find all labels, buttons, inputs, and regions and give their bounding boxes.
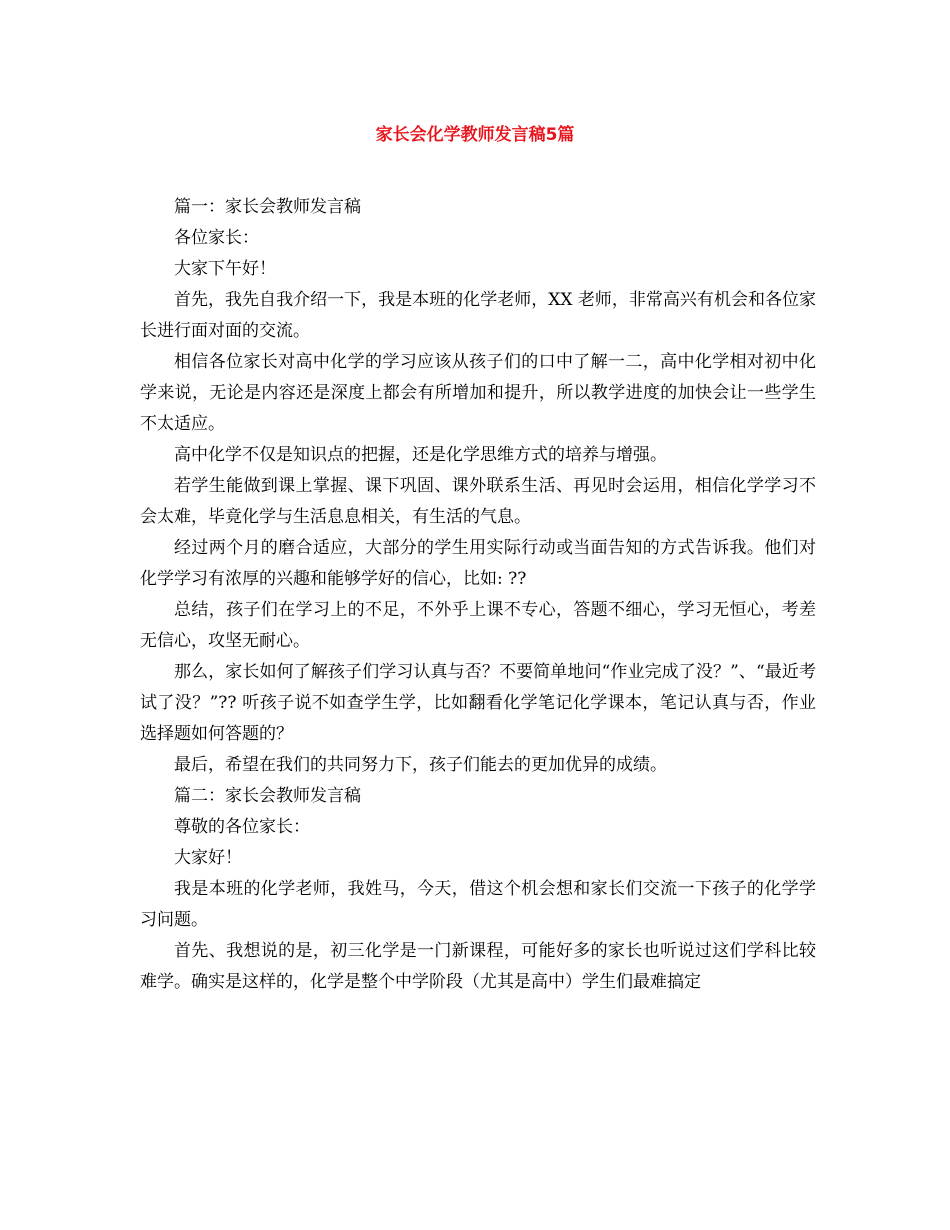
document-title: 家长会化学教师发言稿5篇 [375,125,575,145]
paragraph: 首先，我先自我介绍一下，我是本班的化学老师，XX 老师，非常高兴有机会和各位家长进行面对面的交流。 [140,290,816,341]
section-heading-1: 篇一：家长会教师发言稿 [174,197,361,217]
paragraph: 高中化学不仅是知识点的把握，还是化学思维方式的培养与增强。 [174,445,667,465]
greeting: 大家好！ [174,848,242,868]
paragraph: 经过两个月的磨合适应，大部分的学生用实际行动或当面告知的方式告诉我。他们对化学学习有浓厚的兴趣和能够学好的信心，比如: ?? [140,538,816,589]
salutation: 各位家长： [174,228,259,248]
paragraph: 相信各位家长对高中化学的学习应该从孩子们的口中了解一二，高中化学相对初中化学来说，无论是内容还是深度上都会有所增加和提升，所以教学进度的加快会让一些学生不太适应。 [140,352,816,434]
section-heading-2: 篇二：家长会教师发言稿 [174,786,361,806]
greeting: 大家下午好！ [174,259,276,279]
salutation: 尊敬的各位家长： [174,817,310,837]
paragraph: 那么，家长如何了解孩子们学习认真与否？不要简单地问“作业完成了没？”、“最近考试了没？”?? 听孩子说不如查学生学，比如翻看化学笔记化学课本，笔记认真与否，作业选择题如何答题的？ [140,662,816,744]
paragraph: 我是本班的化学老师，我姓马，今天，借这个机会想和家长们交流一下孩子的化学学习问题。 [140,879,816,930]
paragraph: 若学生能做到课上掌握、课下巩固、课外联系生活、再见时会运用，相信化学学习不会太难，毕竟化学与生活息息相关，有生活的气息。 [140,476,816,527]
paragraph: 首先、我想说的是，初三化学是一门新课程，可能好多的家长也听说过这们学科比较难学。确实是这样的，化学是整个中学阶段（尤其是高中）学生们最难搞定 [140,941,816,992]
paragraph: 总结，孩子们在学习上的不足，不外乎上课不专心，答题不细心，学习无恒心，考差无信心，攻坚无耐心。 [140,600,816,651]
paragraph: 最后，希望在我们的共同努力下，孩子们能去的更加优异的成绩。 [174,755,667,775]
document-body [140,192,816,998]
